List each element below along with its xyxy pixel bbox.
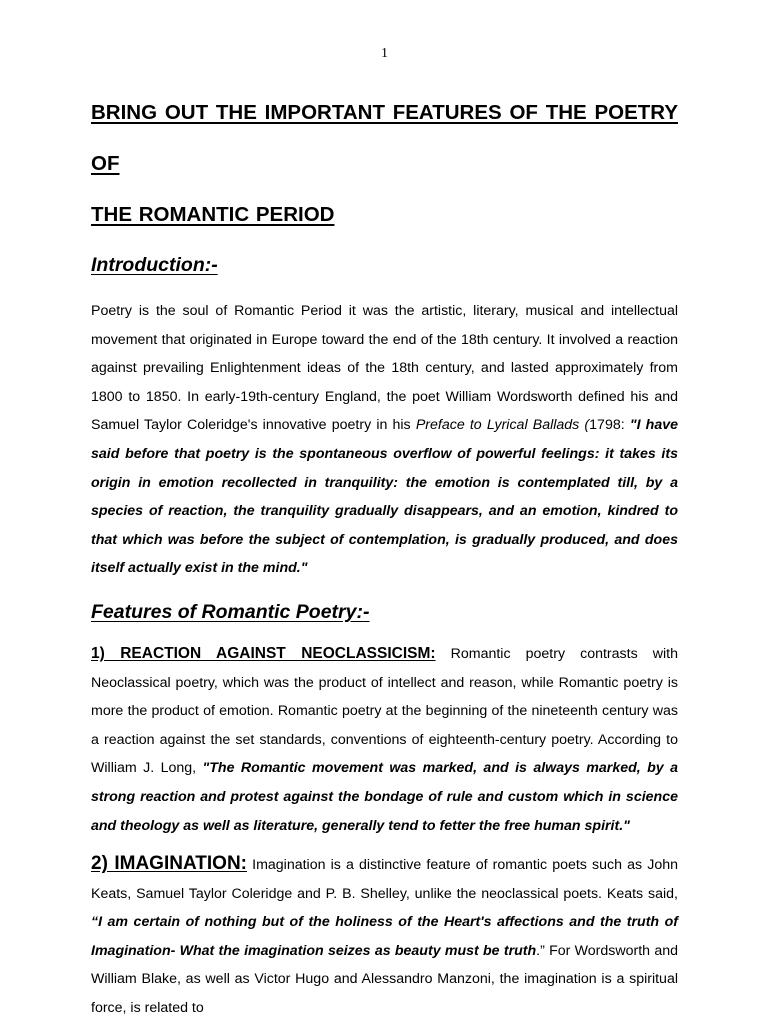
introduction-heading: Introduction:-: [91, 254, 218, 276]
section-2-label: 2) IMAGINATION:: [91, 853, 247, 875]
document-title: [91, 87, 678, 240]
title-line-2: THE ROMANTIC PERIOD: [91, 203, 335, 226]
wordsworth-quote: "I have said before that poetry is the spontaneous overflow of powerful feelings: it takes its origin in emotion recollected in tranquility: the emotion is contemplated till, by a species of reaction, the tranquility gradually disappears, and an emotion, kindred to that which was before the subject of contemplation, is gradually produced, and does itself actually exist in the mind.": [91, 417, 679, 577]
section-1-paragraph: [91, 640, 678, 840]
keats-quote: “I am certain of nothing but of the holiness of the Heart's affections and the truth of Imagination- What the imagination seizes as beauty must be truth: [91, 914, 678, 959]
introduction-paragraph: [91, 297, 678, 583]
section-2-text-continued: .” For Wordsworth and William Blake, as well as Victor Hugo and Alessandro Manzoni, the imagination is a spiritual force, is related to: [91, 942, 678, 1017]
intro-text: Poetry is the soul of Romantic Period it was the artistic, literary, musical and intellectual movement that originated in Europe toward the end of the 18th century. It involved a reaction against prevailing Enlightenment ideas of the 18th century, and lasted approximately from 1800 to 1850. In early-19th-century England, the poet William Wordsworth defined his and Samuel Taylor Coleridge's innovative poetry in his: [91, 303, 678, 434]
section-2-text: Imagination is a distinctive feature of romantic poets such as John Keats, Samuel Taylor Coleridge and P. B. Shelley, unlike the neoclassical poets. Keats said,: [91, 857, 678, 902]
features-heading: Features of Romantic Poetry:-: [91, 600, 370, 623]
long-quote: "The Romantic movement was marked, and is always marked, by a strong reaction and protest against the bondage of rule and custom which in science and theology as well as literature, generally tend to fetter the free human spirit.": [91, 760, 679, 834]
title-line-1: BRING OUT THE IMPORTANT FEATURES OF THE POETRY OF: [91, 101, 678, 175]
page-number: 1: [381, 46, 388, 61]
book-title: Preface to Lyrical Ballads (: [415, 417, 590, 434]
book-year: 1798: [589, 417, 621, 434]
section-2-paragraph: [91, 850, 678, 1023]
section-1-text: Romantic poetry contrasts with Neoclassical poetry, which was the product of intellect and reason, while Romantic poetry is more the product of emotion. Romantic poetry at the beginning of the nineteenth century was a reaction against the set standards, conventions of eighteenth-century poetry. According to William J. Long,: [91, 645, 678, 777]
section-1-label: 1) REACTION AGAINST NEOCLASSICISM:: [91, 644, 436, 662]
intro-colon: :: [620, 417, 630, 434]
